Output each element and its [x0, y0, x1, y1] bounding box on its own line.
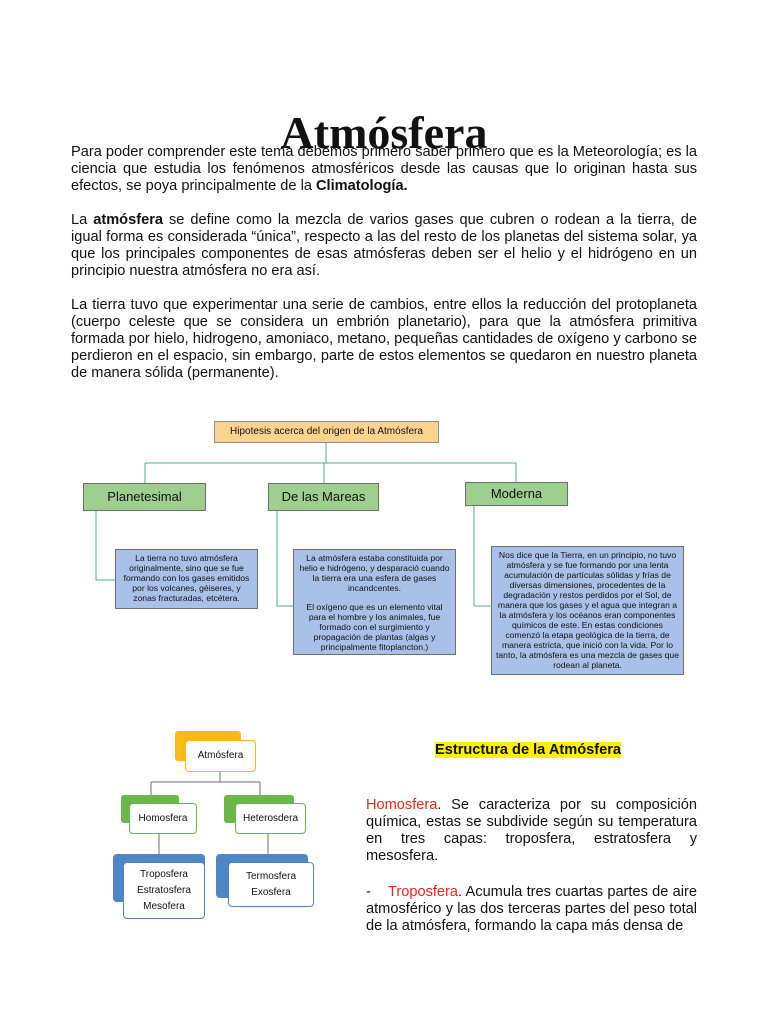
troposfera-paragraph: - Troposfera. Acumula tres cuartas partes de aire atmosférico y las dos terceras partes del peso total de la atmósfera, formando la capa más densa de	[366, 884, 698, 934]
homosfera-paragraph: Homosfera. Se caracteriza por su composición química, estas se subdivide según su temperatura en tres capas: troposfera, estratosfera y mesosfera.	[366, 797, 697, 864]
page-title: Atmósfera	[280, 106, 488, 158]
hypothesis-root-box: Hipotesis acerca del origen de la Atmósfera	[214, 421, 439, 443]
definition-paragraph: La atmósfera se define como la mezcla de varios gases que cubren o rodean a la tierra, de igual forma es considerada “única”, respecto a las del resto de los planetas del sistema solar, ya que los principales componentes de esas atmósferas deben ser el helio y el hidrógeno en un principio nuestra atmósfera no era así.	[71, 212, 697, 279]
homosfera-node: Homosfera	[129, 803, 197, 834]
heterosfera-layers: Termosfera Exosfera	[228, 862, 314, 907]
branch-moderna: Moderna	[465, 482, 568, 506]
heterosfera-node: Heterosdera	[235, 803, 306, 834]
homosfera-layers: Troposfera Estratosfera Mesofera	[123, 862, 205, 919]
atmosfera-node: Atmósfera	[185, 740, 256, 772]
branch-de-las-mareas: De las Mareas	[268, 483, 379, 511]
history-paragraph: La tierra tuvo que experimentar una serie de cambios, entre ellos la reducción del protoplaneta (cuerpo celeste que se considera un embrión planetario), para que la atmósfera primitiva formada por hielo, hidrogeno, amoniaco, metano, pequeñas cantidades de oxígeno y carbono se perdieron en el espacio, sin embargo, parte de estos elementos se quedaron en nuestro planeta de manera sólida (permanente).	[71, 297, 697, 381]
moderna-description: Nos dice que la Tierra, en un principio, no tuvo atmósfera y se fue formando por una lenta acumulación de partículas sólidas y frías de diversas dimensiones, procedentes de la degradación y restos perdidos por el Sol, de manera que los gases y el agua que integran a la atmósfera y los océanos eran componentes químicos de este. En estas condiciones comenzó la etapa geológica de la tierra, de manera estricta, que inició con la vida. Por lo tanto, la atmósfera es una mezcla de gases que rodean al planeta.	[491, 546, 684, 675]
planetesimal-description: La tierra no tuvo atmósfera originalmente, sino que se fue formando con los gases emitidos por los volcanes, géiseres, y zonas fracturadas, etcétera.	[115, 549, 258, 609]
branch-planetesimal: Planetesimal	[83, 483, 206, 511]
structure-heading: Estructura de la Atmósfera	[435, 742, 621, 758]
intro-paragraph: Para poder comprender este tema debemos primero saber primero que es la Meteorología; es la ciencia que estudia los fenómenos atmosféricos desde las causas que lo originan hasta sus efectos, se poya principalmente de la Climatología.	[71, 144, 697, 194]
mareas-description: La atmósfera estaba constituida por helio e hidrógeno, y desparació cuando la tierra era una esfera de gases incandcentes. El oxígeno que es un elemento vital para el hombre y los animales, fue formado con el surgimiento y propagación de plantas (algas y principalmente fitoplancton.)	[293, 549, 456, 655]
